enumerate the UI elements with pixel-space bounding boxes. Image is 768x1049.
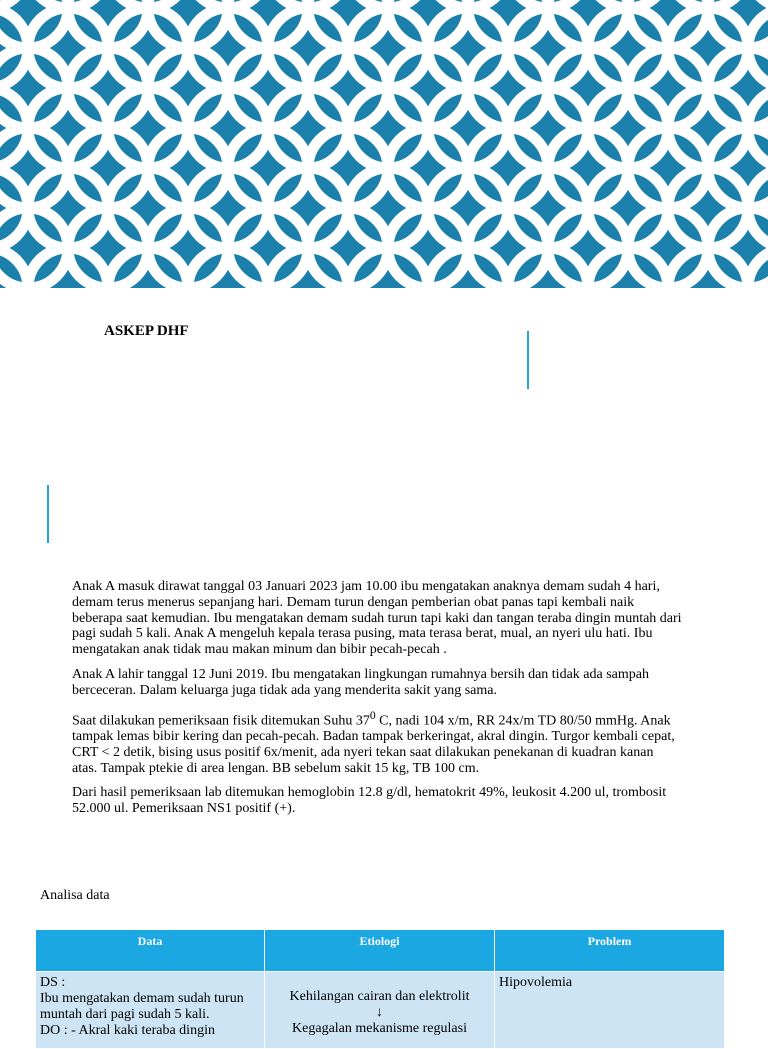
header-banner xyxy=(0,0,768,288)
case-description xyxy=(72,579,682,826)
do-text: DO : - Akral kaki teraba dingin xyxy=(40,1023,215,1038)
accent-line xyxy=(527,331,529,389)
analysis-label: Analisa data xyxy=(40,888,110,903)
exam-text-start: Saat dilakukan pemeriksaan fisik ditemukan Suhu 37 xyxy=(72,713,370,729)
paragraph-lab-results: Dari hasil pemeriksaan lab ditemukan hemoglobin 12.8 g/dl, hematokrit 49%, leukosit 4.200 ul, trombosit 52.000 ul. Pemeriksaan NS1 positif (+). xyxy=(72,785,667,817)
paragraph-history: Anak A lahir tanggal 12 Juni 2019. Ibu mengatakan lingkungan rumahnya bersih dan tidak ada sampah berceceran. Dalam keluarga juga tidak ada yang menderita sakit yang sama. xyxy=(72,666,649,698)
circle-pattern xyxy=(0,0,768,288)
paragraph-admission: Anak A masuk dirawat tanggal 03 Januari 2023 jam 10.00 ibu mengatakan anaknya demam sudah 4 hari, demam terus menerus sepanjang hari. Demam turun dengan pemberian obat panas tapi kembali naik beberapa saat kemudian. Ibu mengatakan demam sudah turun tapi kaki dan tangan teraba dingin muntah dari pagi sudah 5 kali. Anak A mengeluh kepala terasa pusing, mata terasa berat, mual, an nyeri ulu hati. Ibu mengatakan anak tidak mau makan minum dan bibir pecah-pecah . xyxy=(72,579,682,658)
exam-text-rest: C, nadi 104 x/m, RR 24x/m TD 80/50 mmHg. Anak tampak lemas bibir kering dan pecah-pecah. Badan tampak berkeringat, akral dingin. Turgor kembali cepat, CRT < 2 detik, bising usus positif 6x/menit, ada nyeri tekan saat dilakukan penekanan di kuadran kanan atas. Tampak ptekie di area lengan. BB sebelum sakit 15 kg, TB 100 cm. xyxy=(72,713,675,776)
down-arrow-icon: ↓ xyxy=(376,1005,383,1020)
document-title: ASKEP DHF xyxy=(104,323,189,339)
accent-line xyxy=(47,485,49,543)
table-header-row xyxy=(36,930,725,972)
cell-problem: Hipovolemia xyxy=(495,972,725,1049)
ds-text: Ibu mengatakan demam sudah turun muntah dari pagi sudah 5 kali. xyxy=(40,991,244,1022)
ds-label: DS : xyxy=(40,975,66,990)
cell-etiologi xyxy=(265,972,495,1049)
cell-data xyxy=(36,972,265,1049)
table-row xyxy=(36,972,725,1049)
etiologi-line-2: Kegagalan mekanisme regulasi xyxy=(292,1021,467,1036)
analysis-table xyxy=(35,929,725,1049)
header-data: Data xyxy=(36,930,265,972)
header-problem: Problem xyxy=(495,930,725,972)
paragraph-physical-exam xyxy=(72,708,682,777)
header-etiologi: Etiologi xyxy=(265,930,495,972)
degree-superscript: 0 xyxy=(369,708,376,722)
etiologi-line-1: Kehilangan cairan dan elektrolit xyxy=(289,989,470,1004)
